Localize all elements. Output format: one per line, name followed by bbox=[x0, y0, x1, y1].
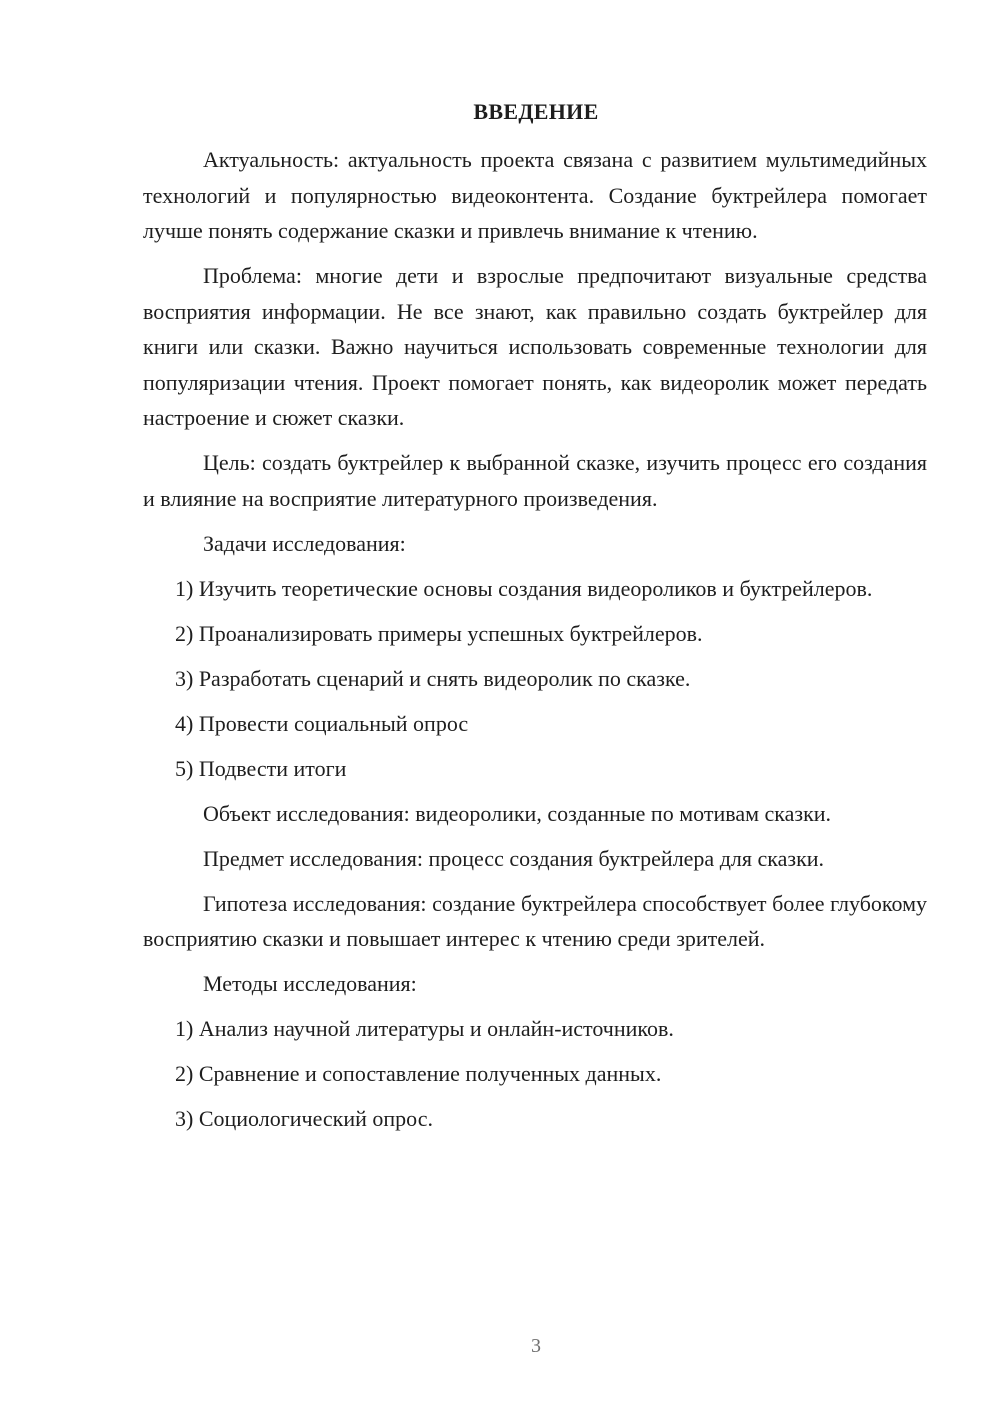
task-item-2: 2) Проанализировать примеры успешных буктрейлеров. bbox=[175, 620, 703, 646]
method-item-2: 2) Сравнение и сопоставление полученных данных. bbox=[175, 1061, 662, 1086]
task-item-1: 1) Изучить теоретические основы создания видеороликов и буктрейлеров. bbox=[175, 575, 873, 601]
method-item-3: 3) Социологический опрос. bbox=[175, 1106, 433, 1131]
methods-heading: Методы исследования: bbox=[203, 971, 417, 996]
page-number: 3 bbox=[531, 1335, 541, 1357]
tasks-heading: Задачи исследования: bbox=[203, 530, 406, 556]
method-item-1: 1) Анализ научной литературы и онлайн-источников. bbox=[175, 1016, 674, 1041]
section-title: ВВЕДЕНИЕ bbox=[473, 99, 599, 124]
task-item-3: 3) Разработать сценарий и снять видеоролик по сказке. bbox=[175, 665, 691, 691]
paragraph-object: Объект исследования: видеоролики, созданные по мотивам сказки. bbox=[203, 800, 832, 826]
paragraph-goal: Цель: создать буктрейлер к выбранной сказке, изучить процесс его создания и влияние на восприятие литературного произведения. bbox=[143, 450, 927, 511]
task-item-4: 4) Провести социальный опрос bbox=[175, 710, 469, 736]
paragraph-problem: Проблема: многие дети и взрослые предпочитают визуальные средства восприятия информации. Не все знают, как правильно создать буктрейлер для книги или сказки. Важно научиться использовать современные технологии для популяризации чтения. Проект помогает понять, как видеоролик может передать настроение и сюжет сказки. bbox=[143, 263, 927, 430]
document-body bbox=[143, 142, 927, 1146]
paragraph-subject: Предмет исследования: процесс создания буктрейлера для сказки. bbox=[203, 845, 825, 871]
paragraph-hypothesis: Гипотеза исследования: создание буктрейлера способствует более глубокому восприятию сказки и повышает интерес к чтению среди зрителей. bbox=[143, 890, 927, 951]
task-item-5: 5) Подвести итоги bbox=[175, 755, 347, 781]
paragraph-relevance: Актуальность: актуальность проекта связана с развитием мультимедийных технологий и популярностью видеоконтента. Создание буктрейлера помогает лучше понять содержание сказки и привлечь внимание к чтению. bbox=[143, 147, 927, 243]
